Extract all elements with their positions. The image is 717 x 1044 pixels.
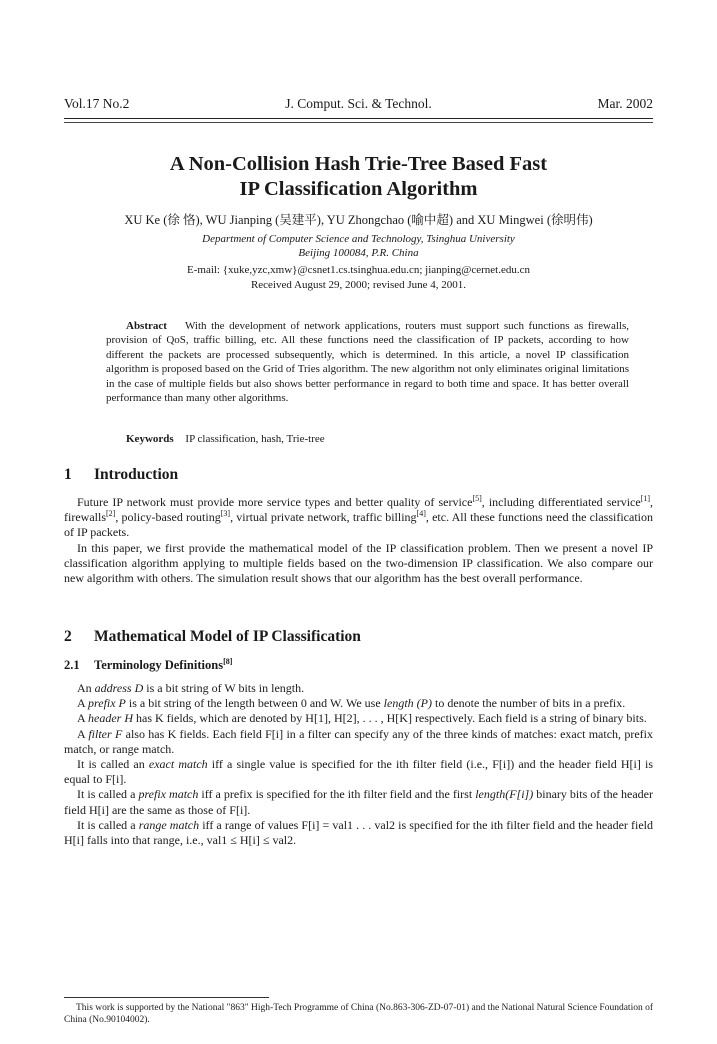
citation-ref[interactable]: [1] xyxy=(640,494,651,503)
citation-ref[interactable]: [8] xyxy=(223,656,233,666)
email-line: E-mail: {xuke,yzc,xmw}@csnet1.cs.tsinghua.edu.cn; jianping@cernet.edu.cn xyxy=(187,264,530,276)
abstract-label: Abstract xyxy=(126,320,167,332)
header-rule-thick xyxy=(64,118,653,119)
contact-info xyxy=(60,263,657,293)
section-number: 1 xyxy=(64,466,72,483)
section-title: Mathematical Model of IP Classification xyxy=(94,628,361,645)
abstract xyxy=(106,319,629,405)
definition-range-match: It is called a range match iff a range of values F[i] = val1 . . . val2 is specified for the ith filter field and the header field H[i] falls into that range, i.e., val1 ≤ H[i] ≤ val2. xyxy=(64,817,653,848)
section-number: 2 xyxy=(64,628,72,645)
definition-address: An address D is a bit string of W bits in length. xyxy=(77,681,305,695)
subsection-number: 2.1 xyxy=(64,658,80,672)
author-list: XU Ke (徐 恪), WU Jianping (吴建平), YU Zhongchao (喻中超) and XU Mingwei (徐明伟) xyxy=(124,213,593,227)
running-head xyxy=(64,96,653,116)
received-line: Received August 29, 2000; revised June 4, 2001. xyxy=(250,279,467,291)
paragraph: In this paper, we first provide the mathematical model of the IP classification problem. Then we present a novel IP classification algorithm applying to multiple fields based on the two-dimension IP classification. We also compare our new algorithm with others. The simulation result shows that our algorithm has the best overall performance. xyxy=(64,540,653,586)
citation-ref[interactable]: [2] xyxy=(105,509,116,519)
title-line-1: A Non-Collision Hash Trie-Tree Based Fast xyxy=(169,153,548,175)
paper-title xyxy=(60,152,657,202)
publication-date: Mar. 2002 xyxy=(597,96,653,111)
section-2-heading xyxy=(64,627,653,647)
footnote-text: This work is supported by the National "863" High-Tech Programme of China (No.863-306-ZD-07-01) and the National Natural Science Foundation of China (No.90104002). xyxy=(64,1003,653,1025)
funding-footnote xyxy=(64,1002,653,1026)
subsection-title: Terminology Definitions xyxy=(94,658,224,672)
title-line-2: IP Classification Algorithm xyxy=(239,178,478,200)
definition-filter: A filter F also has K fields. Each field F[i] in a filter can specify any of the three kinds of matches: exact match, prefix match, or range match. xyxy=(64,726,653,756)
header-rule-thin xyxy=(64,122,653,123)
citation-ref[interactable]: [3] xyxy=(220,509,231,519)
citation-ref[interactable]: [5] xyxy=(472,494,482,503)
section-1-body xyxy=(64,495,653,586)
definition-exact-match: It is called an exact match iff a single value is specified for the ith filter field (i.e., F[i]) and the header field H[i] is equal to F[i]. xyxy=(64,757,653,787)
definition-header: A header H has K fields, which are denoted by H[1], H[2], . . . , H[K] respectively. Each field is a string of binary bits. xyxy=(77,711,647,726)
keywords-label: Keywords xyxy=(126,433,174,445)
section-2-1-body xyxy=(64,681,653,848)
definition-prefix: A prefix P is a bit string of the length between 0 and W. We use length (P) to denote the number of bits in a prefix. xyxy=(77,696,626,711)
affiliation xyxy=(60,232,657,260)
paragraph: Future IP network must provide more service types and better quality of service[5], including differentiated service[1], firewalls[2], policy-based routing[3], virtual private network, traffic billing[4], etc. All these functions need the classification of IP packets. xyxy=(64,494,654,540)
volume-issue: Vol.17 No.2 xyxy=(64,96,130,111)
subsection-2-1-heading xyxy=(64,657,653,673)
section-1-heading xyxy=(64,465,653,485)
keywords xyxy=(126,432,629,446)
section-title: Introduction xyxy=(94,466,179,483)
citation-ref[interactable]: [4] xyxy=(416,509,426,519)
abstract-text: With the development of network applications, routers must support such functions as firewalls, provision of QoS, traffic billing, etc. All these functions need the classification of IP packets, according to how different the packets are processed subsequently, which is determined. In this article, a novel IP classification algorithm is proposed based on the Grid of Tries algorithm. The new algorithm not only eliminates original limitations in the case of multiple fields but also shows better performance in regard to both time and space. It has better overall performance than many other algorithms. xyxy=(106,320,629,405)
affiliation-line-1: Department of Computer Science and Technology, Tsinghua University xyxy=(202,233,515,245)
affiliation-line-2: Beijing 100084, P.R. China xyxy=(298,247,419,259)
footnote-rule xyxy=(64,997,269,998)
definition-prefix-match: It is called a prefix match iff a prefix is specified for the ith filter field and the first length(F[i]) binary bits of the header field H[i] are the same as those of F[i]. xyxy=(64,787,654,817)
journal-name: J. Comput. Sci. & Technol. xyxy=(285,96,432,111)
keywords-text: IP classification, hash, Trie-tree xyxy=(185,433,325,445)
